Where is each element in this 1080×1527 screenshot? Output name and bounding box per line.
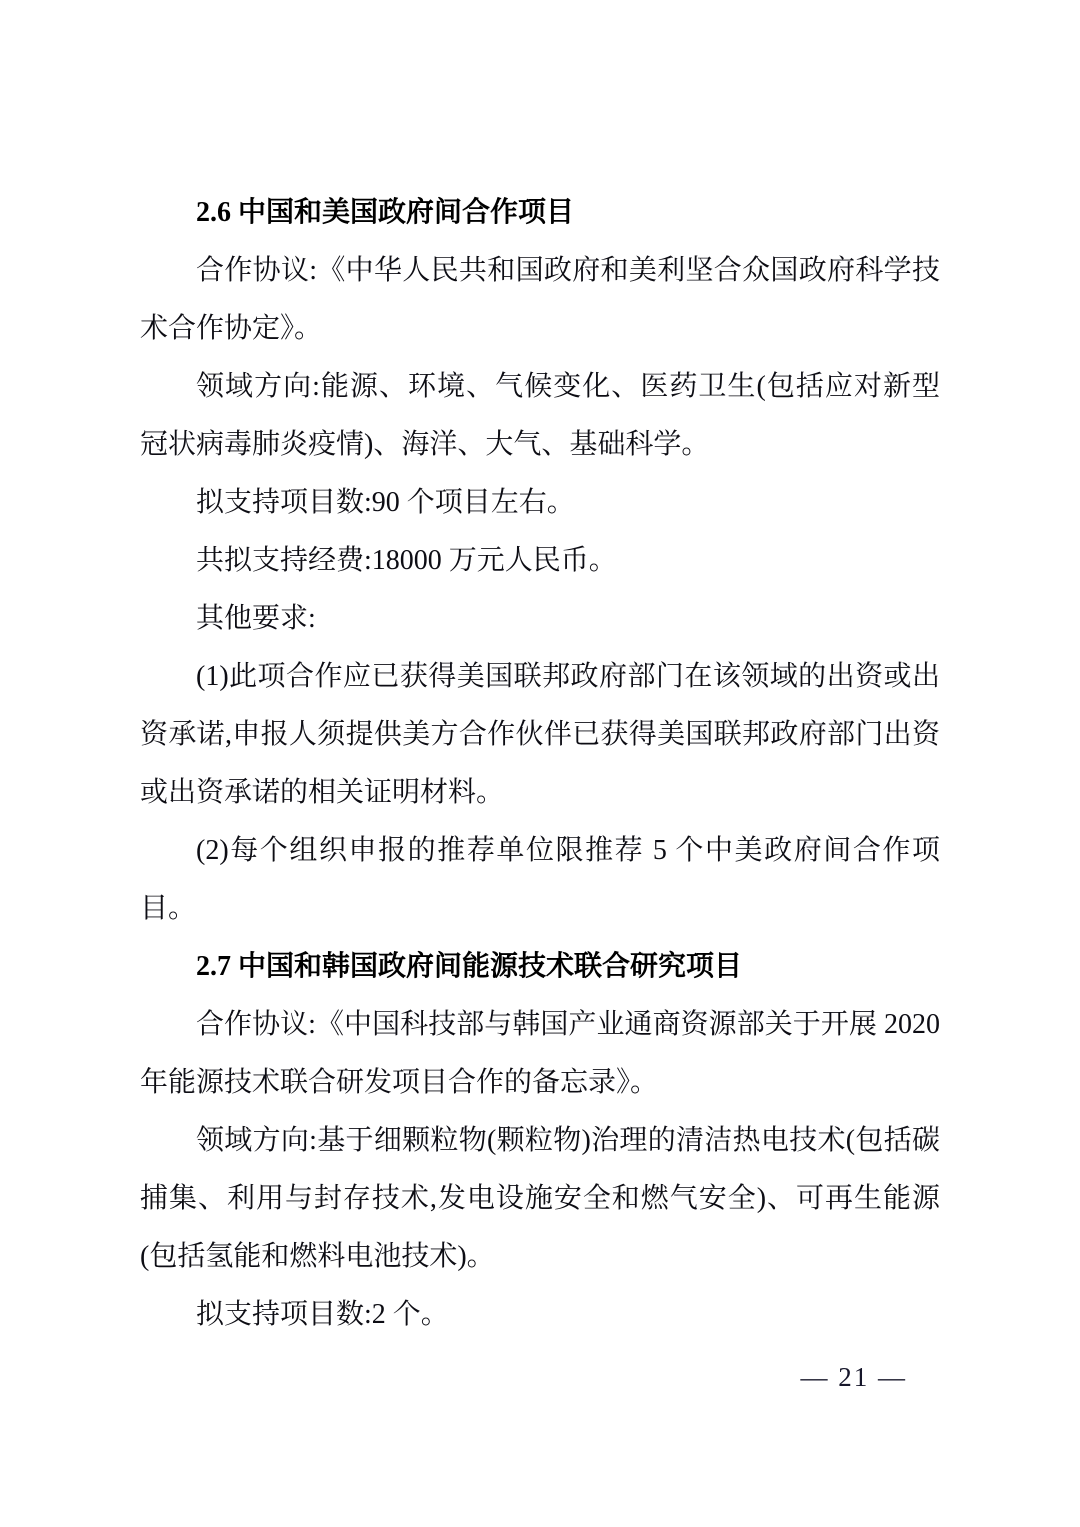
document-body bbox=[140, 184, 940, 1344]
para-us-project-count: 拟支持项目数:90 个项目左右。 bbox=[196, 487, 575, 518]
page-number: — 21 — bbox=[800, 1362, 907, 1392]
section-heading-2-7: 2.7 中国和韩国政府间能源技术联合研究项目 bbox=[196, 951, 743, 982]
para-us-requirement-1: (1)此项合作应已获得美国联邦政府部门在该领域的出资或出资承诺,申报人须提供美方合作伙伴已获得美国联邦政府部门出资或出资承诺的相关证明材料。 bbox=[140, 661, 940, 808]
section-heading-2-6: 2.6 中国和美国政府间合作项目 bbox=[196, 197, 575, 228]
para-us-other-requirements-label: 其他要求: bbox=[196, 603, 316, 634]
para-us-agreement: 合作协议:《中华人民共和国政府和美利坚合众国政府科学技术合作协定》。 bbox=[140, 255, 940, 344]
para-kr-fields: 领域方向:基于细颗粒物(颗粒物)治理的清洁热电技术(包括碳捕集、利用与封存技术,发电设施安全和燃气安全)、可再生能源(包括氢能和燃料电池技术)。 bbox=[140, 1125, 940, 1272]
para-kr-project-count: 拟支持项目数:2 个。 bbox=[196, 1299, 449, 1330]
para-us-fields: 领域方向:能源、环境、气候变化、医药卫生(包括应对新型冠状病毒肺炎疫情)、海洋、大气、基础科学。 bbox=[140, 371, 940, 460]
para-us-funding: 共拟支持经费:18000 万元人民币。 bbox=[196, 545, 617, 576]
para-kr-agreement: 合作协议:《中国科技部与韩国产业通商资源部关于开展 2020 年能源技术联合研发项目合作的备忘录》。 bbox=[140, 1009, 940, 1098]
para-us-requirement-2: (2)每个组织申报的推荐单位限推荐 5 个中美政府间合作项目。 bbox=[140, 835, 940, 924]
